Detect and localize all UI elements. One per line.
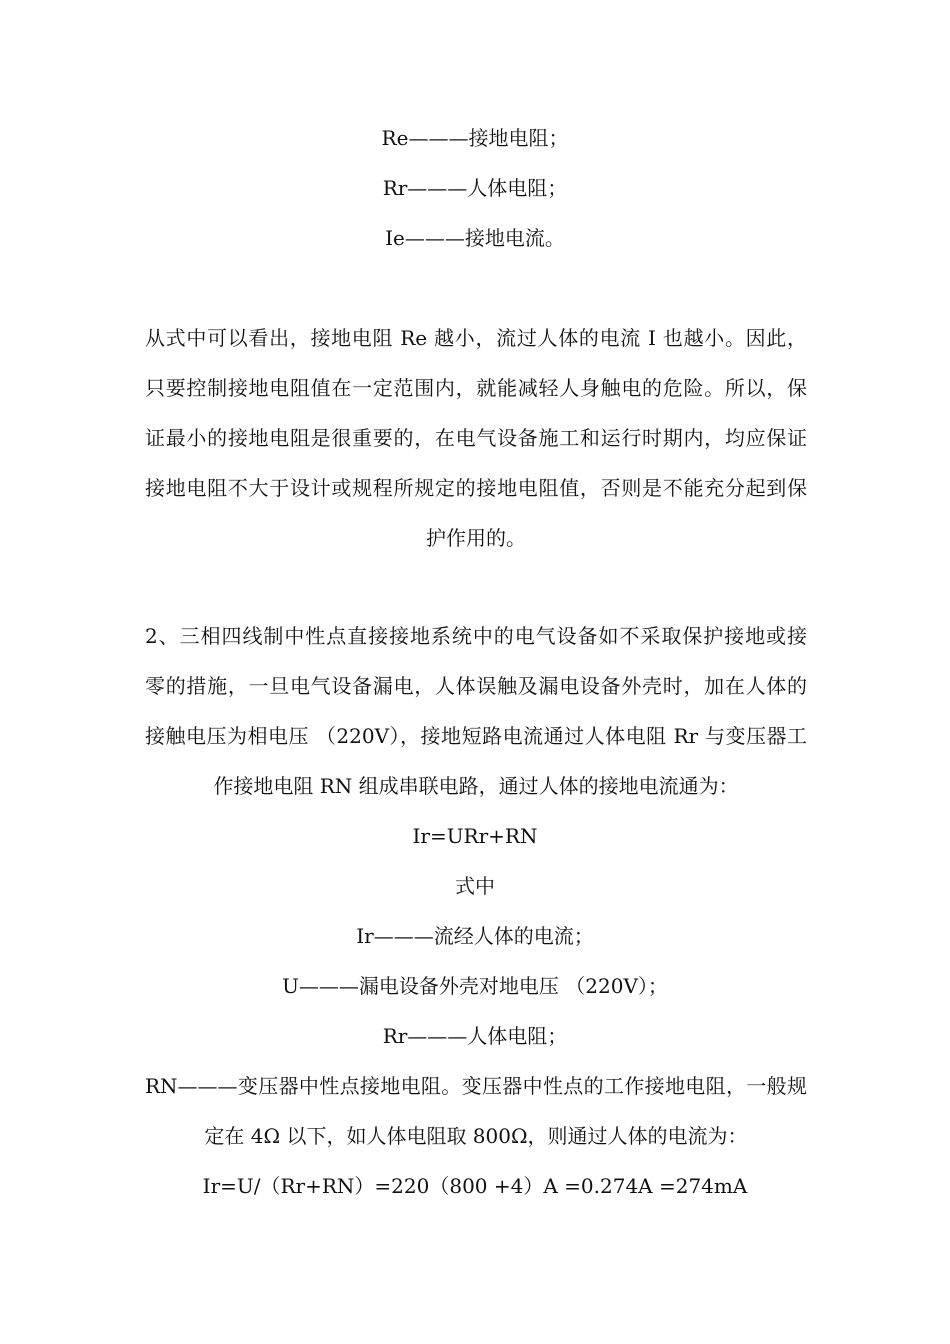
paragraph-line: 接触电压为相电压 （220V），接地短路电流通过人体电阻 Rr 与变压器工	[145, 724, 807, 748]
formula-current: Ir=URr+RN	[412, 824, 538, 848]
paragraph-line: 从式中可以看出，接地电阻 Re 越小，流过人体的电流 I 也越小。因此，	[145, 326, 807, 350]
paragraph-neutral-resistance	[145, 1072, 807, 1150]
formula-result: Ir=U/（Rr+RN）=220（800 +4）A =0.274A =274mA	[202, 1174, 748, 1198]
paragraph-line: 只要控制接地电阻值在一定范围内，就能减轻人身触电的危险。所以，保	[145, 376, 807, 400]
definition-u: U———漏电设备外壳对地电压 （220V）；	[282, 974, 668, 998]
definition-ir: Ir———流经人体的电流；	[356, 924, 594, 948]
paragraph-grounding-resistance	[145, 324, 807, 552]
definition-rr: Rr———人体电阻；	[382, 176, 568, 200]
paragraph-line: 定在 4Ω 以下，如人体电阻取 800Ω，则通过人体的电流为：	[204, 1124, 748, 1148]
paragraph-line: 护作用的。	[426, 526, 526, 550]
definition-ie: Ie———接地电流。	[385, 226, 565, 250]
definition-rr-bottom: Rr———人体电阻；	[382, 1024, 568, 1048]
paragraph-line: RN———变压器中性点接地电阻。变压器中性点的工作接地电阻，一般规	[145, 1074, 807, 1098]
paragraph-line: 2、三相四线制中性点直接接地系统中的电气设备如不采取保护接地或接	[145, 624, 807, 648]
definition-re: Re———接地电阻；	[381, 126, 569, 150]
paragraph-line: 零的措施，一旦电气设备漏电，人体误触及漏电设备外壳时，加在人体的	[145, 674, 807, 698]
where-label: 式中	[455, 874, 495, 898]
paragraph-line: 作接地电阻 RN 组成串联电路，通过人体的接地电流通为：	[213, 774, 739, 798]
paragraph-line: 接地电阻不大于设计或规程所规定的接地电阻值，否则是不能充分起到保	[145, 476, 807, 500]
paragraph-three-phase-system	[145, 622, 807, 800]
paragraph-line: 证最小的接地电阻是很重要的，在电气设备施工和运行时期内，均应保证	[145, 426, 807, 450]
